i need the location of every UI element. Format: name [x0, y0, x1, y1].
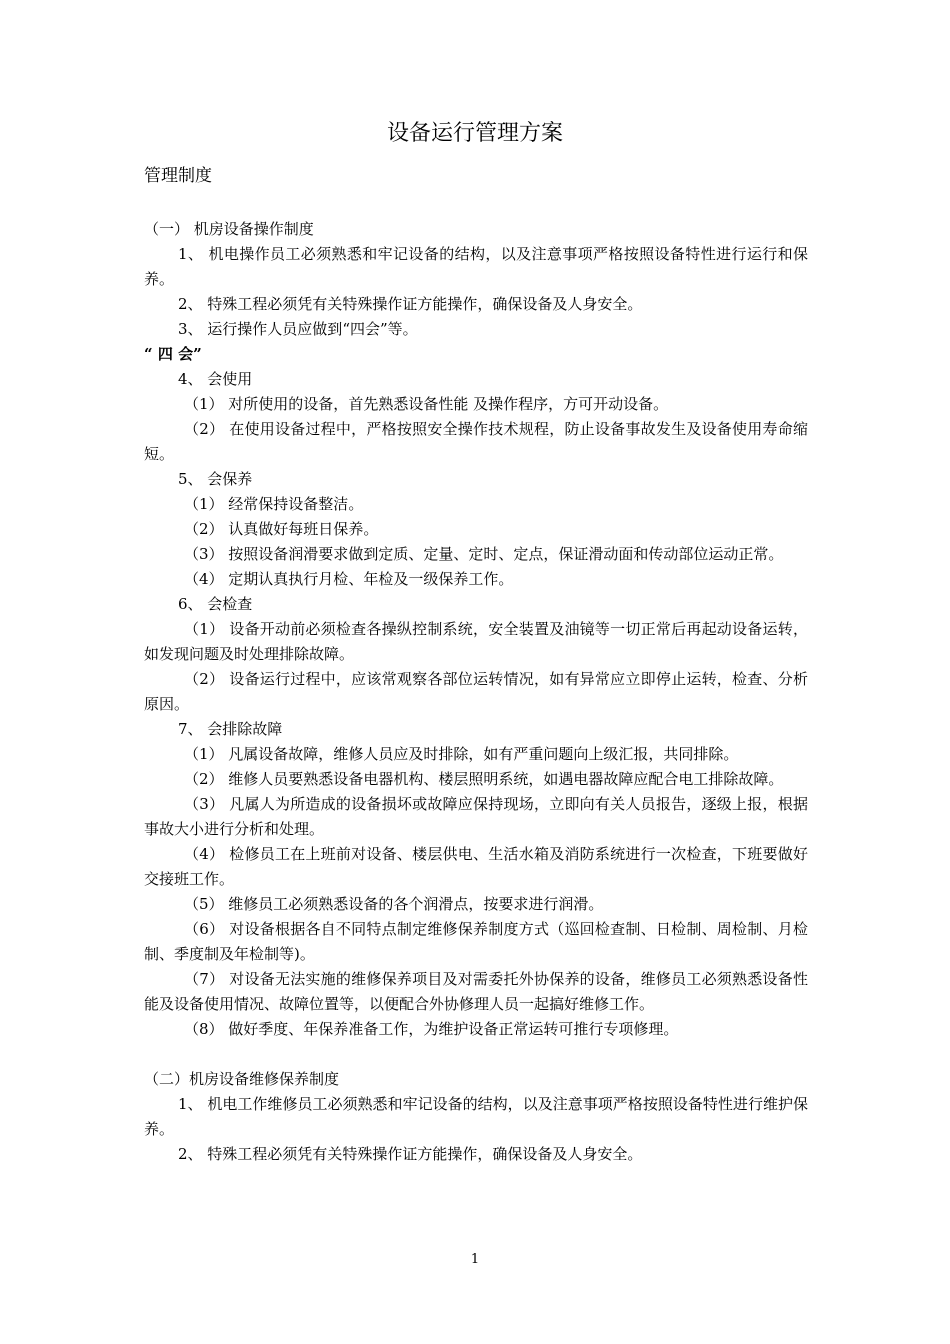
paragraph: 2、 特殊工程必须凭有关特殊操作证方能操作，确保设备及人身安全。 — [178, 1145, 643, 1163]
list-item: （1） 经常保持设备整洁。 — [184, 495, 364, 513]
document-title: 设备运行管理方案 — [386, 121, 563, 146]
list-item: （2） 维修人员要熟悉设备电器机构、楼层照明系统，如遇电器故障应配合电工排除故障。 — [184, 770, 784, 788]
list-item: （4） 检修员工在上班前对设备、楼层供电、生活水箱及消防系统进行一次检查，下班要做好交接班工作。 — [144, 845, 808, 888]
list-heading: 4、 会使用 — [178, 370, 253, 388]
document-body — [144, 217, 808, 1167]
list-heading: 7、 会排除故障 — [178, 720, 283, 738]
list-item: （3） 按照设备润滑要求做到定质、定量、定时、定点，保证滑动面和传动部位运动正常。 — [184, 545, 784, 563]
paragraph: 1、 机电操作员工必须熟悉和牢记设备的结构，以及注意事项严格按照设备特性进行运行和保养。 — [144, 245, 808, 288]
list-item: （1） 凡属设备故障，维修人员应及时排除，如有严重问题向上级汇报，共同排除。 — [184, 745, 739, 763]
list-item: （3） 凡属人为所造成的设备损坏或故障应保持现场，立即向有关人员报告，逐级上报，根据事故大小进行分析和处理。 — [144, 795, 808, 838]
list-item: （2） 在使用设备过程中，严格按照安全操作技术规程，防止设备事故发生及设备使用寿命缩短。 — [144, 420, 808, 463]
paragraph: 1、 机电工作维修员工必须熟悉和牢记设备的结构，以及注意事项严格按照设备特性进行维护保养。 — [144, 1095, 808, 1138]
list-item: （1） 对所使用的设备，首先熟悉设备性能 及操作程序，方可开动设备。 — [184, 395, 669, 413]
spacer — [144, 1042, 808, 1067]
list-item: （7） 对设备无法实施的维修保养项目及对需委托外协保养的设备，维修员工必须熟悉设备性能及设备使用情况、故障位置等，以便配合外协修理人员一起搞好维修工作。 — [144, 970, 808, 1013]
list-heading: 6、 会检查 — [178, 595, 253, 613]
paragraph: 2、 特殊工程必须凭有关特殊操作证方能操作，确保设备及人身安全。 — [178, 295, 643, 313]
paragraph: 3、 运行操作人员应做到“四会”等。 — [178, 320, 418, 338]
list-item: （5） 维修员工必须熟悉设备的各个润滑点，按要求进行润滑。 — [184, 895, 604, 913]
quote-label: “ 四 会” — [144, 345, 202, 363]
page-number: 1 — [470, 1252, 480, 1267]
list-item: （8） 做好季度、年保养准备工作，为维护设备正常运转可推行专项修理。 — [184, 1020, 679, 1038]
list-item: （1） 设备开动前必须检查各操纵控制系统，安全装置及油镜等一切正常后再起动设备运转，如发现问题及时处理排除故障。 — [144, 620, 808, 663]
list-heading: 5、 会保养 — [178, 470, 253, 488]
list-item: （2） 设备运行过程中，应该常观察各部位运转情况，如有异常应立即停止运转，检查、分析原因。 — [144, 670, 808, 713]
subsection-title: （一） 机房设备操作制度 — [144, 220, 314, 238]
section-heading: 管理制度 — [144, 166, 212, 186]
subsection-title: （二）机房设备维修保养制度 — [144, 1070, 340, 1088]
list-item: （6） 对设备根据各自不同特点制定维修保养制度方式（巡回检查制、日检制、周检制、月检制、季度制及年检制等)。 — [144, 920, 808, 963]
list-item: （2） 认真做好每班日保养。 — [184, 520, 379, 538]
list-item: （4） 定期认真执行月检、年检及一级保养工作。 — [184, 570, 514, 588]
